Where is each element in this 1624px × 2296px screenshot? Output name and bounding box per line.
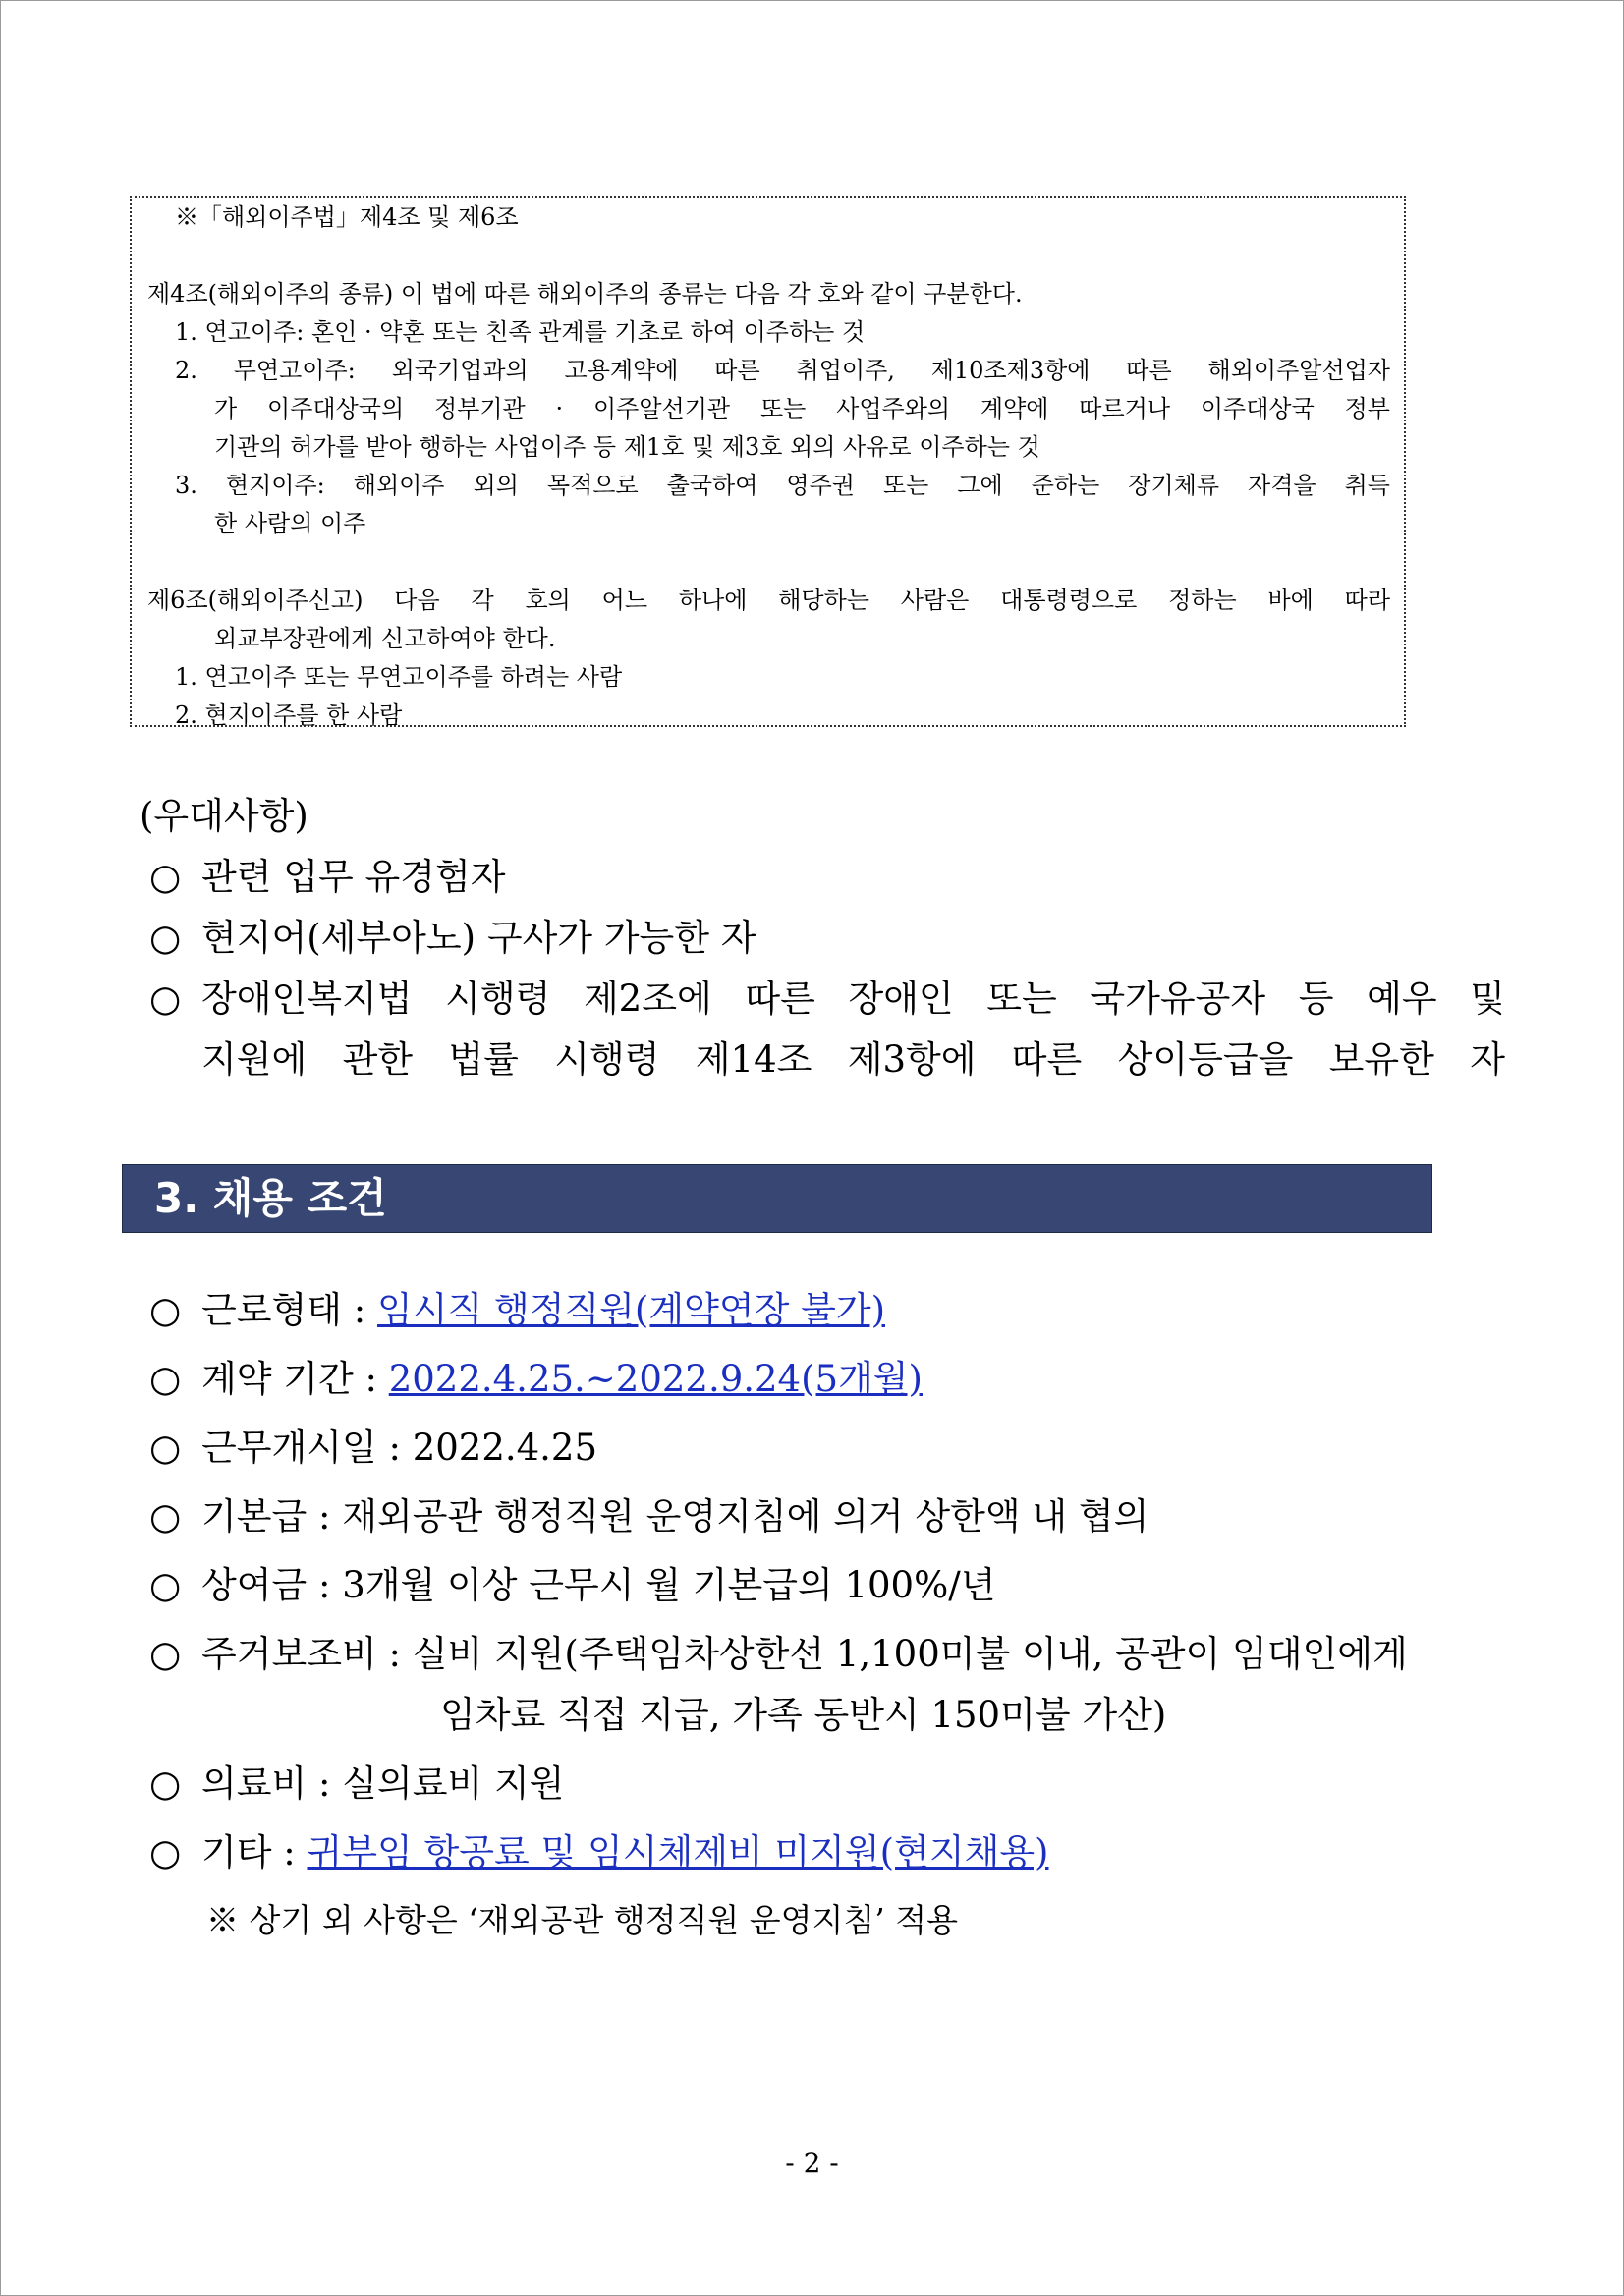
preferences-section bbox=[140, 786, 1505, 1091]
section-heading-bar: 3. 채용 조건 bbox=[122, 1164, 1432, 1233]
bullet-circle: ○ bbox=[149, 1358, 182, 1400]
bullet-circle: ○ bbox=[149, 1763, 182, 1805]
bullet-circle: ○ bbox=[149, 917, 182, 959]
condition-label: 근로형태 : bbox=[201, 1289, 377, 1331]
condition-etc bbox=[140, 1822, 1505, 1891]
condition-label: 기타 : bbox=[201, 1831, 308, 1874]
bullet-circle: ○ bbox=[149, 978, 182, 1020]
page-number: - 2 - bbox=[785, 2147, 839, 2179]
preferences-title: (우대사항) bbox=[140, 795, 308, 837]
bullet-circle: ○ bbox=[149, 856, 182, 898]
condition-work-type bbox=[140, 1280, 1505, 1349]
preference-text-line1: 장애인복지법 시행령 제2조에 따른 장애인 또는 국가유공자 등 예우 및 bbox=[201, 978, 1505, 1020]
condition-text: 기본급 : 재외공관 행정직원 운영지침에 의거 상한액 내 협의 bbox=[201, 1495, 1149, 1538]
article6-heading-line1: 제6조(해외이주신고) 다음 각 호의 어느 하나에 해당하는 사람은 대통령령으로 정하는 바에 따라 bbox=[147, 587, 1390, 614]
work-type-value: 임시직 행정직원(계약연장 불가) bbox=[376, 1289, 886, 1331]
condition-housing bbox=[140, 1624, 1505, 1746]
conditions-list bbox=[140, 1280, 1505, 1950]
article4-item3-line1: 3. 현지이주: 해외이주 외의 목적으로 출국하여 영주권 또는 그에 준하는 장기체류 자격을 취득 bbox=[175, 472, 1390, 499]
law-box-title: ※「해외이주법」제4조 및 제6조 bbox=[175, 203, 519, 231]
contract-period-value: 2022.4.25.~2022.9.24(5개월) bbox=[388, 1358, 923, 1400]
article4-item2-line2: 가 이주대상국의 정부기관 · 이주알선기관 또는 사업주와의 계약에 따르거나 이주대상국 정부 bbox=[214, 395, 1390, 422]
article6-item1: 1. 연고이주 또는 무연고이주를 하려는 사람 bbox=[175, 663, 623, 691]
condition-base-salary bbox=[140, 1486, 1505, 1555]
bullet-circle: ○ bbox=[149, 1564, 182, 1606]
condition-text: 상여금 : 3개월 이상 근무시 월 기본급의 100%/년 bbox=[201, 1564, 996, 1606]
bullet-circle: ○ bbox=[149, 1495, 182, 1538]
article4-heading: 제4조(해외이주의 종류) 이 법에 따른 해외이주의 종류는 다음 각 호와 같이 구분한다. bbox=[147, 280, 1023, 308]
condition-medical bbox=[140, 1754, 1505, 1822]
preference-item bbox=[140, 969, 1505, 1091]
condition-start-date bbox=[140, 1418, 1505, 1486]
bullet-circle: ○ bbox=[149, 1427, 182, 1469]
start-date-value: 2022.4.25 bbox=[412, 1427, 598, 1469]
preference-text: 관련 업무 유경험자 bbox=[201, 856, 506, 898]
condition-bonus bbox=[140, 1555, 1505, 1624]
conditions-note: ※ 상기 외 사항은 ‘재외공관 행정직원 운영지침’ 적용 bbox=[206, 1901, 958, 1939]
bullet-circle: ○ bbox=[149, 1831, 182, 1874]
preference-item bbox=[140, 847, 1505, 908]
housing-line1: 주거보조비 : 실비 지원(주택임차상한선 1,100미불 이내, 공관이 임대인에게 bbox=[201, 1633, 1408, 1675]
condition-label: 근무개시일 : bbox=[201, 1427, 413, 1469]
article4-item1: 1. 연고이주: 혼인 · 약혼 또는 친족 관계를 기초로 하여 이주하는 것 bbox=[175, 318, 866, 346]
condition-text: 의료비 : 실의료비 지원 bbox=[201, 1763, 565, 1805]
article4-item3-line2: 한 사람의 이주 bbox=[214, 510, 366, 537]
article4-item2-line1: 2. 무연고이주: 외국기업과의 고용계약에 따른 취업이주, 제10조제3항에 따른 해외이주알선업자 bbox=[175, 357, 1390, 384]
bullet-circle: ○ bbox=[149, 1289, 182, 1331]
article4-item2-line3: 기관의 허가를 받아 행하는 사업이주 등 제1호 및 제3호 외의 사유로 이주하는 것 bbox=[214, 433, 1040, 461]
bullet-circle: ○ bbox=[149, 1633, 182, 1675]
article6-heading-line2: 외교부장관에게 신고하여야 한다. bbox=[214, 625, 556, 652]
condition-contract-period bbox=[140, 1349, 1505, 1418]
housing-line2: 임차료 직접 지급, 가족 동반시 150미불 가산) bbox=[440, 1694, 1167, 1736]
preference-text-line2: 지원에 관한 법률 시행령 제14조 제3항에 따른 상이등급을 보유한 자 bbox=[201, 1038, 1505, 1081]
article6-item2: 2. 현지이주를 한 사람 bbox=[175, 701, 403, 729]
preference-item bbox=[140, 908, 1505, 969]
law-excerpt-box bbox=[130, 196, 1406, 727]
etc-value: 귀부임 항공료 및 임시체제비 미지원(현지채용) bbox=[307, 1831, 1049, 1874]
condition-label: 계약 기간 : bbox=[201, 1358, 389, 1400]
preference-text: 현지어(세부아노) 구사가 가능한 자 bbox=[201, 917, 756, 959]
